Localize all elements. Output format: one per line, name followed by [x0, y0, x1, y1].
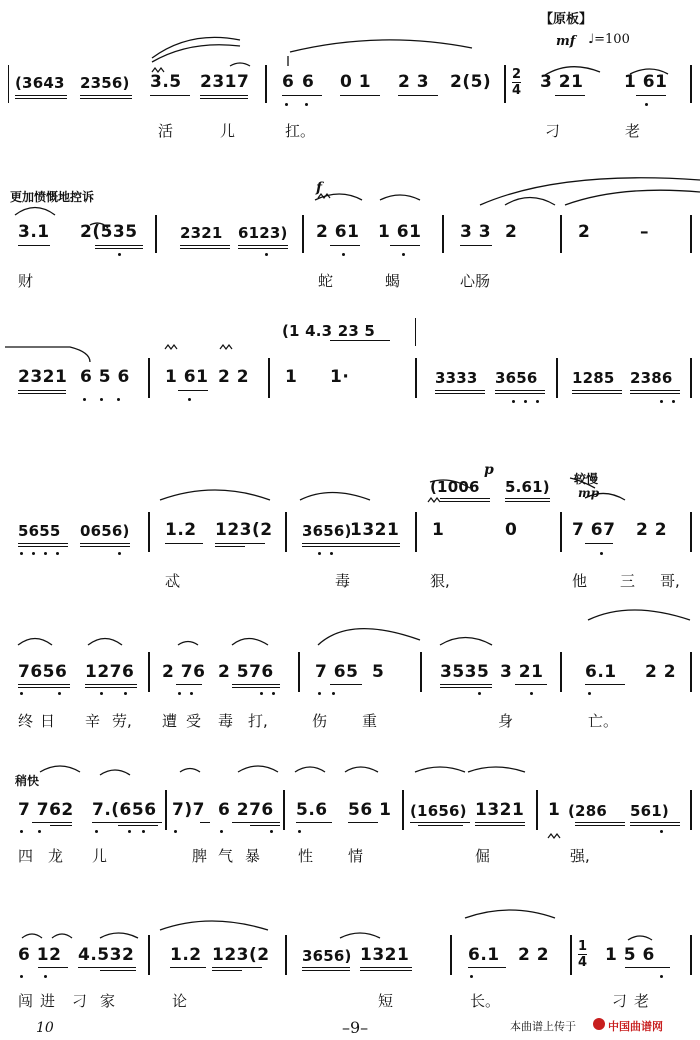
corner-page-number: 10: [36, 1020, 54, 1036]
lyric: 受: [186, 712, 202, 730]
note-group: –: [640, 222, 649, 242]
note-group: 2386: [630, 369, 673, 387]
barline: [556, 358, 558, 398]
lyric: 终: [18, 712, 34, 730]
lyric: 刁: [72, 992, 88, 1010]
lyric: 性: [298, 847, 314, 865]
note-group: 1: [285, 367, 298, 387]
lyric: 蛇: [318, 272, 334, 290]
barline: [420, 652, 422, 692]
note-group: 6.1: [468, 945, 500, 965]
barline: [690, 790, 692, 830]
barline: [690, 652, 692, 692]
time-signature: 1 4: [578, 939, 588, 970]
barline: [268, 358, 270, 398]
note-group: 6 12: [18, 945, 62, 965]
note-group: 5.6: [296, 800, 328, 820]
note-group: 2321: [180, 224, 223, 242]
note-group-upper: 5.61): [505, 478, 550, 496]
note-group: 7 762: [18, 800, 74, 820]
note-group: 2 2: [518, 945, 550, 965]
note-group: 1·: [330, 367, 350, 387]
lyric: 三: [620, 572, 636, 590]
lyric: 刁: [545, 122, 561, 140]
note-group: 6123): [238, 224, 288, 242]
lyric: 家: [100, 992, 116, 1010]
site-name[interactable]: 中国曲谱网: [608, 1020, 663, 1033]
note-group: 56 1: [348, 800, 392, 820]
note-group: 2 576: [218, 662, 274, 682]
note-group: 3 21: [500, 662, 544, 682]
lyric: 短: [378, 992, 394, 1010]
note-group: 3.1: [18, 222, 50, 242]
barline: [265, 65, 267, 103]
barline: [690, 935, 692, 975]
note-group: 1 61: [378, 222, 422, 242]
note-group-upper: (1006: [430, 478, 480, 496]
lyric: 忒: [165, 572, 181, 590]
note-group: 3656): [302, 947, 352, 965]
barline: [298, 652, 300, 692]
note-group: 1: [432, 520, 445, 540]
lyric: 四: [18, 847, 34, 865]
barline: [690, 512, 692, 552]
lyric: 身: [498, 712, 514, 730]
barline: [690, 65, 692, 103]
barline: [402, 790, 404, 830]
barline: [415, 512, 417, 552]
note-group: (1656): [410, 802, 467, 820]
note-group: 3333: [435, 369, 478, 387]
lyric: 强,: [570, 847, 590, 865]
lyric: 毒: [218, 712, 234, 730]
lyric: 论: [172, 992, 188, 1010]
upload-notice: 本曲谱上传于: [510, 1020, 576, 1033]
lyric: 活: [158, 122, 174, 140]
tempo-expression: 较慢: [574, 472, 599, 486]
note-group: 6: [282, 72, 295, 92]
note-group: 2: [578, 222, 591, 242]
barline: [148, 652, 150, 692]
note-group: 3 3: [460, 222, 492, 242]
lyric: 进: [40, 992, 56, 1010]
note-group: 2 76: [162, 662, 206, 682]
lyric: 情: [348, 847, 364, 865]
lyric: 毒: [335, 572, 351, 590]
note-group: 3.5: [150, 72, 182, 92]
lyric: 日: [40, 712, 56, 730]
note-group: 6.1: [585, 662, 617, 682]
barline: [560, 512, 562, 552]
note-group: (286: [568, 802, 607, 820]
note-group: 2317: [200, 72, 250, 92]
note-group: 1321: [475, 800, 525, 820]
barline: [148, 358, 150, 398]
note-group: 6: [302, 72, 315, 92]
note-group: 1: [548, 800, 561, 820]
barline: [283, 790, 285, 830]
note-group: 2 2: [636, 520, 668, 540]
barline: [560, 215, 562, 253]
lyric: 儿: [220, 122, 236, 140]
lyric: 亡。: [588, 712, 619, 730]
note-group: 7 67: [572, 520, 616, 540]
note-group: 1321: [350, 520, 400, 540]
note-group: 3535: [440, 662, 490, 682]
site-logo-icon: [593, 1018, 605, 1030]
note-group: 5655: [18, 522, 61, 540]
note-group: 2(535: [80, 222, 138, 242]
note-group: 0656): [80, 522, 130, 540]
tempo-expression: 稍快: [15, 774, 40, 788]
lyric: 长。: [470, 992, 501, 1010]
barline: [690, 358, 692, 398]
barline: [8, 65, 9, 103]
lyric: 哥,: [660, 572, 680, 590]
lyric: 打,: [248, 712, 268, 730]
note-group: 123(2: [215, 520, 273, 540]
lyric: 暴: [245, 847, 261, 865]
barline: [570, 935, 572, 975]
note-group: 7656: [18, 662, 68, 682]
note-group: 1.2: [165, 520, 197, 540]
barline: [148, 512, 150, 552]
note-group: 1.2: [170, 945, 202, 965]
lyric: 伤: [312, 712, 328, 730]
barline: [504, 65, 506, 103]
note-group: (3643: [15, 74, 65, 92]
lyric: 倔: [475, 847, 491, 865]
lyric: 老: [625, 122, 641, 140]
note-group: 1285: [572, 369, 615, 387]
barline: [165, 790, 167, 830]
note-group: 2356): [80, 74, 130, 92]
note-group: 2321: [18, 367, 68, 387]
note-group: 2 2: [645, 662, 677, 682]
note-group: 1 61: [165, 367, 209, 387]
note-group: 3656: [495, 369, 538, 387]
barline: [560, 652, 562, 692]
note-group: 5: [372, 662, 385, 682]
note-group-upper: (1 4.3 23 5: [282, 322, 376, 340]
lyric: 刁: [612, 992, 628, 1010]
note-group: 3 21: [540, 72, 584, 92]
time-signature: 2 4: [512, 67, 522, 98]
note-group: 4.532: [78, 945, 135, 965]
barline: [302, 215, 304, 253]
barline: [450, 935, 452, 975]
lyric: 遭: [162, 712, 178, 730]
page-number: –9–: [342, 1018, 369, 1037]
note-group: 0 1: [340, 72, 372, 92]
note-group: 7)7: [172, 800, 205, 820]
note-group: 1321: [360, 945, 410, 965]
lyric: 扛。: [285, 122, 316, 140]
section-label: 【原板】: [540, 12, 593, 27]
expression-marking: 更加愤慨地控诉: [10, 190, 95, 204]
lyric: 他: [572, 572, 588, 590]
lyric: 脾: [192, 847, 208, 865]
barline: [285, 512, 287, 552]
dynamic-f: f: [316, 180, 323, 196]
note-group: 3656): [302, 522, 352, 540]
note-group: 6 276: [218, 800, 274, 820]
note-group: 1 5 6: [605, 945, 655, 965]
barline: [536, 790, 538, 830]
barline: [285, 935, 287, 975]
lyric: 闯: [18, 992, 34, 1010]
note-group: 123(2: [212, 945, 270, 965]
lyric: 龙: [48, 847, 64, 865]
lyric: 辛: [85, 712, 101, 730]
note-group: 2(5): [450, 72, 492, 92]
lyric: 儿: [92, 847, 108, 865]
tempo-marking: ♩=100: [588, 32, 630, 47]
lyric: 财: [18, 272, 34, 290]
note-group: 7 65: [315, 662, 359, 682]
note-group: 561): [630, 802, 669, 820]
note-group: 2: [505, 222, 518, 242]
dynamic-mp: mp: [578, 486, 600, 500]
barline: [415, 358, 417, 398]
barline: [148, 935, 150, 975]
note-group: 2 2: [218, 367, 250, 387]
lyric: 狠,: [430, 572, 450, 590]
barline: [442, 215, 444, 253]
lyric: 重: [362, 712, 378, 730]
note-group: 1276: [85, 662, 135, 682]
note-group: 6 5 6: [80, 367, 130, 387]
note-group: 2 61: [316, 222, 360, 242]
barline: [690, 215, 692, 253]
note-group: 7.(656: [92, 800, 157, 820]
barline: [155, 215, 157, 253]
note-group: 1 61: [624, 72, 668, 92]
lyric: 气: [218, 847, 234, 865]
lyric: 劳,: [112, 712, 132, 730]
dynamic-p: p: [484, 462, 494, 478]
note-group: 2 3: [398, 72, 430, 92]
lyric: 心肠: [460, 272, 491, 290]
dynamic-mf: mf: [556, 34, 576, 49]
lyric: 蝎: [385, 272, 401, 290]
lyric: 老: [634, 992, 650, 1010]
note-group: 0: [505, 520, 518, 540]
